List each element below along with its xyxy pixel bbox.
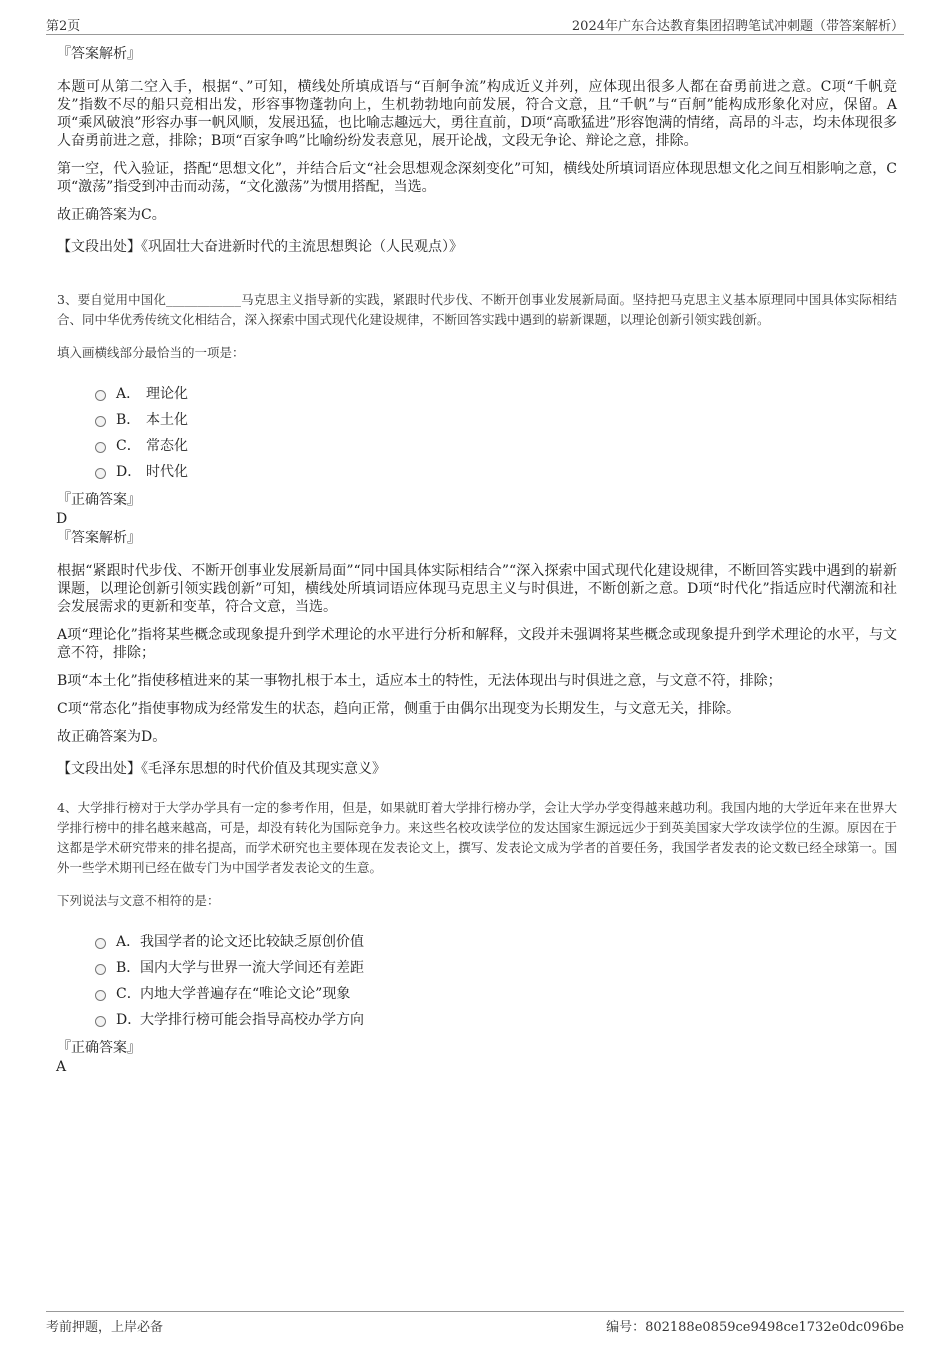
radio-icon[interactable] xyxy=(95,416,106,427)
q4-options xyxy=(95,928,897,1032)
q3-answer: D xyxy=(56,511,68,527)
q3-analysis-para-4: C项“常态化”指使事物成为经常发生的状态，趋向正常，侧重于由偶尔出现变为长期发生，与文意无关，排除。 xyxy=(57,701,741,717)
q4-answer-label: 『正确答案』 xyxy=(57,1040,141,1056)
page-content xyxy=(57,44,897,1076)
q4-option-d[interactable]: D． 大学排行榜可能会指导高校办学方向 xyxy=(95,1006,897,1032)
q4-prompt: 下列说法与文意不相符的是： xyxy=(57,893,220,908)
q3-option-a[interactable]: A． 理论化 xyxy=(95,380,897,406)
footer-note: 考前押题，上岸必备 xyxy=(46,1320,164,1335)
radio-icon[interactable] xyxy=(95,390,106,401)
q2-analysis-para-2: 第一空，代入验证，搭配“思想文化”，并结合后文“社会思想观念深刻变化”可知，横线处所填词语应体现思想文化之间互相影响之意，C项“激荡”指受到冲击而动荡，“文化激荡”为惯用搭配，当选。 xyxy=(57,161,897,195)
q3-option-c[interactable]: C． 常态化 xyxy=(95,432,897,458)
q3-blank: ____________ xyxy=(166,292,241,307)
q4-question-text: 4、大学排行榜对于大学办学具有一定的参考作用，但是，如果就盯着大学排行榜办学，会让大学办学变得越来越功利。我国内地的大学近年来在世界大学排行榜中的排名越来越高，可是，却没有转化为国际竞争力。来这些名校攻读学位的发达国家生源远远少于到英美国家大学攻读学位的生源。原因在于这都是学术研究带来的排名提高，而学术研究也主要体现在发表论文上，撰写、发表论文成为学者的首要任务，我国学者发表的论文数已经全球第一。国外一些学术期刊已经在做专门为中国学者发表论文的生意。 xyxy=(57,800,897,875)
page-header xyxy=(46,12,904,35)
q3-question-text: 3、要自觉用中国化____________马克思主义指导新的实践，紧跟时代步伐、不断开创事业发展新局面。坚持把马克思主义基本原理同中国具体实际相结合、同中华优秀传统文化相结合，深入探索中国式现代化建设规律，不断回答实践中遇到的崭新课题，以理论创新引领实践创新。 xyxy=(57,292,897,327)
radio-icon[interactable] xyxy=(95,442,106,453)
q4-option-a[interactable]: A． 我国学者的论文还比较缺乏原创价值 xyxy=(95,928,897,954)
page-footer xyxy=(46,1311,904,1334)
q2-analysis-label: 『答案解析』 xyxy=(57,46,141,62)
radio-icon[interactable] xyxy=(95,938,106,949)
q3-options xyxy=(95,380,897,484)
radio-icon[interactable] xyxy=(95,964,106,975)
q2-source: 【文段出处】《巩固壮大奋进新时代的主流思想舆论（人民观点）》 xyxy=(57,239,463,255)
document-code: 编号：802188e0859ce9498ce1732e0dc096be xyxy=(606,1320,904,1335)
q2-conclusion: 故正确答案为C。 xyxy=(57,207,166,223)
radio-icon[interactable] xyxy=(95,1016,106,1027)
q4-option-b[interactable]: B． 国内大学与世界一流大学间还有差距 xyxy=(95,954,897,980)
page-number: 第2页 xyxy=(46,19,81,34)
q3-option-b[interactable]: B． 本土化 xyxy=(95,406,897,432)
radio-icon[interactable] xyxy=(95,468,106,479)
document-title: 2024年广东合达教育集团招聘笔试冲刺题（带答案解析） xyxy=(571,19,904,34)
q2-analysis-para-1: 本题可从第二空入手，根据“、”可知，横线处所填成语与“百舸争流”构成近义并列，应体现出很多人都在奋勇前进之意。C项“千帆竞发”指数不尽的船只竞相出发，形容事物蓬勃向上，生机勃勃地向前发展，符合文意，且“千帆”与“百舸”能构成形象化对应，保留。A项“乘风破浪”形容办事一帆风顺，发展迅猛，也比喻志趣远大，勇往直前，D项“高歌猛进”形容饱满的情绪，高昂的斗志，均未体现很多人奋勇前进之意，排除；B项“百家争鸣”比喻纷纷发表意见，展开论战，文段无争论、辩论之意，排除。 xyxy=(57,79,897,149)
q3-analysis-para-1: 根据“紧跟时代步伐、不断开创事业发展新局面”“同中国具体实际相结合”“深入探索中国式现代化建设规律，不断回答实践中遇到的崭新课题，以理论创新引领实践创新”可知，横线处所填词语应体现马克思主义与时俱进，不断创新之意。D项“时代化”指适应时代潮流和社会发展需求的更新和变革，符合文意，当选。 xyxy=(57,563,897,615)
q3-analysis-para-2: A项“理论化”指将某些概念或现象提升到学术理论的水平进行分析和解释，文段并未强调将某些概念或现象提升到学术理论的水平，与文意不符，排除； xyxy=(57,627,897,661)
q3-answer-label: 『正确答案』 xyxy=(57,492,141,508)
q3-source: 【文段出处】《毛泽东思想的时代价值及其现实意义》 xyxy=(57,761,386,777)
q4-answer: A xyxy=(56,1059,67,1075)
q3-option-d[interactable]: D． 时代化 xyxy=(95,458,897,484)
q4-option-c[interactable]: C． 内地大学普遍存在“唯论文论”现象 xyxy=(95,980,897,1006)
q3-prompt: 填入画横线部分最恰当的一项是： xyxy=(57,345,245,360)
q3-conclusion: 故正确答案为D。 xyxy=(57,729,167,745)
q3-analysis-para-3: B项“本土化”指使移植进来的某一事物扎根于本土，适应本土的特性，无法体现出与时俱进之意，与文意不符，排除； xyxy=(57,673,782,689)
radio-icon[interactable] xyxy=(95,990,106,1001)
q3-analysis-label: 『答案解析』 xyxy=(57,530,141,546)
